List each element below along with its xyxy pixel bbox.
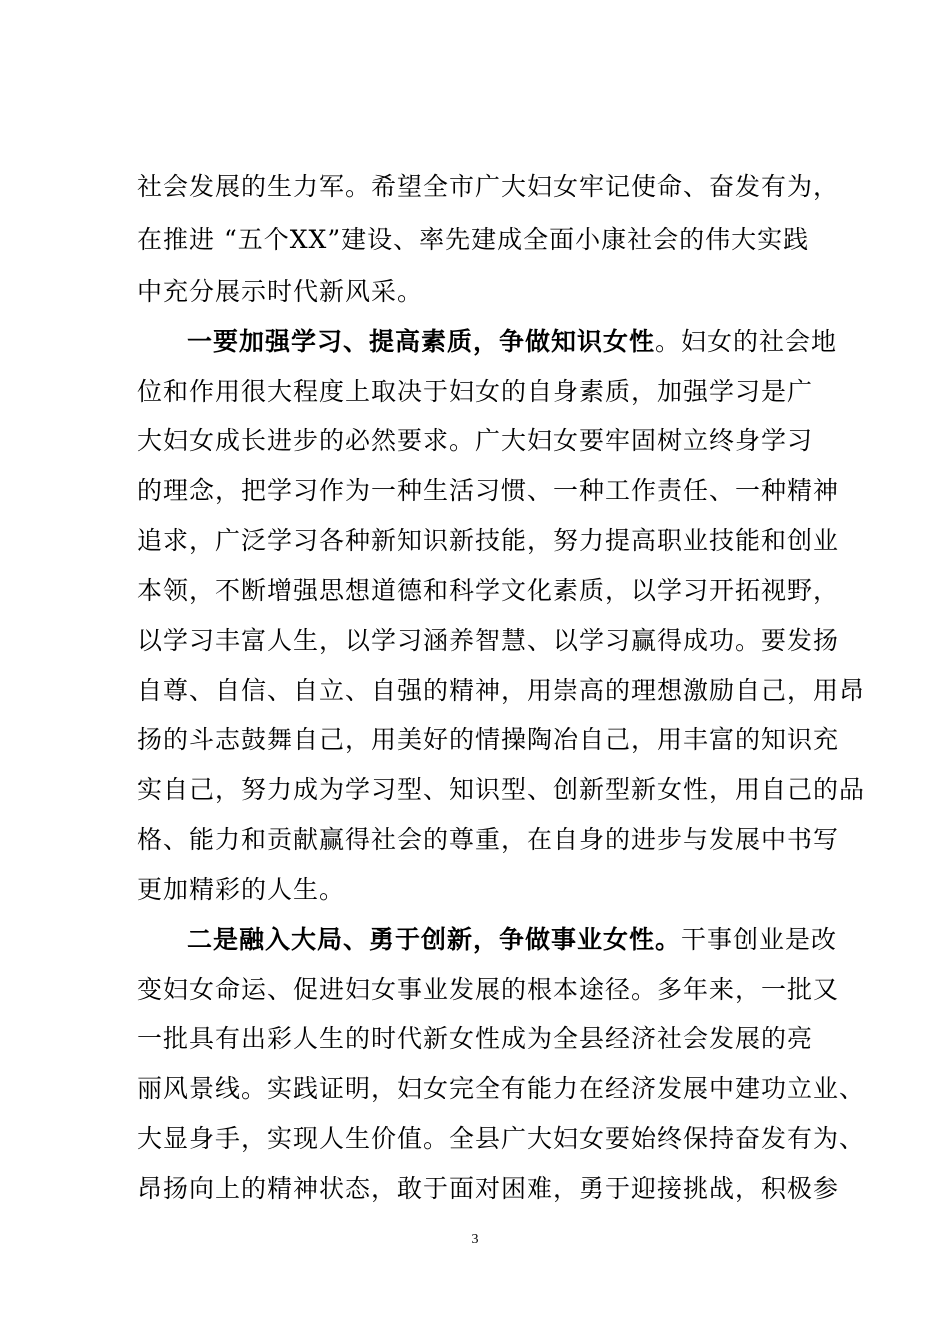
text-span: 干事创业是改 (681, 925, 838, 954)
text-span: 。妇女的社会地 (655, 327, 838, 356)
text-line: 昂扬向上的精神状态，敢于面对困难，勇于迎接挑战，积极参 (137, 1174, 840, 1203)
paragraph-heading-line (187, 925, 837, 955)
section-heading-1: 一要加强学习、提高素质，争做知识女性 (187, 327, 656, 356)
section-heading-2: 二是融入大局、勇于创新，争做事业女性。 (187, 925, 682, 954)
text-line: 自尊、自信、自立、自强的精神，用崇高的理想激励自己，用昂 (137, 676, 866, 705)
text-line: 大显身手，实现人生价值。全县广大妇女要始终保持奋发有为、 (137, 1124, 866, 1153)
text-line: 丽风景线。实践证明，妇女完全有能力在经济发展中建功立业、 (137, 1074, 866, 1103)
text-line: 更加精彩的人生。 (137, 875, 346, 904)
text-line: 以学习丰富人生，以学习涵养智慧、以学习赢得成功。要发扬 (137, 626, 840, 655)
text-line: 本领，不断增强思想道德和科学文化素质，以学习开拓视野， (137, 576, 840, 605)
paragraph-heading-line (187, 327, 837, 357)
page-number: 3 (471, 1232, 479, 1247)
text-line: 的理念，把学习作为一种生活习惯、一种工作责任、一种精神 (137, 476, 840, 505)
text-line: 实自己，努力成为学习型、知识型、创新型新女性，用自己的品 (137, 775, 866, 804)
text-line: 大妇女成长进步的必然要求。广大妇女要牢固树立终身学习 (137, 426, 814, 455)
text-line: 格、能力和贡献赢得社会的尊重，在自身的进步与发展中书写 (137, 825, 840, 854)
text-line: 变妇女命运、促进妇女事业发展的根本途径。多年来，一批又 (137, 975, 840, 1004)
text-line: 社会发展的生力军。希望全市广大妇女牢记使命、奋发有为， (137, 172, 840, 201)
text-line: 在推进 “五个XX”建设、率先建成全面小康社会的伟大实践 (137, 225, 810, 254)
text-line: 一批具有出彩人生的时代新女性成为全县经济社会发展的亮 (137, 1024, 814, 1053)
text-line: 扬的斗志鼓舞自己，用美好的情操陶冶自己，用丰富的知识充 (137, 725, 840, 754)
text-line: 中充分展示时代新风采。 (137, 277, 424, 306)
text-line: 位和作用很大程度上取决于妇女的自身素质，加强学习是广 (137, 377, 814, 406)
text-line: 追求，广泛学习各种新知识新技能，努力提高职业技能和创业 (137, 526, 840, 555)
